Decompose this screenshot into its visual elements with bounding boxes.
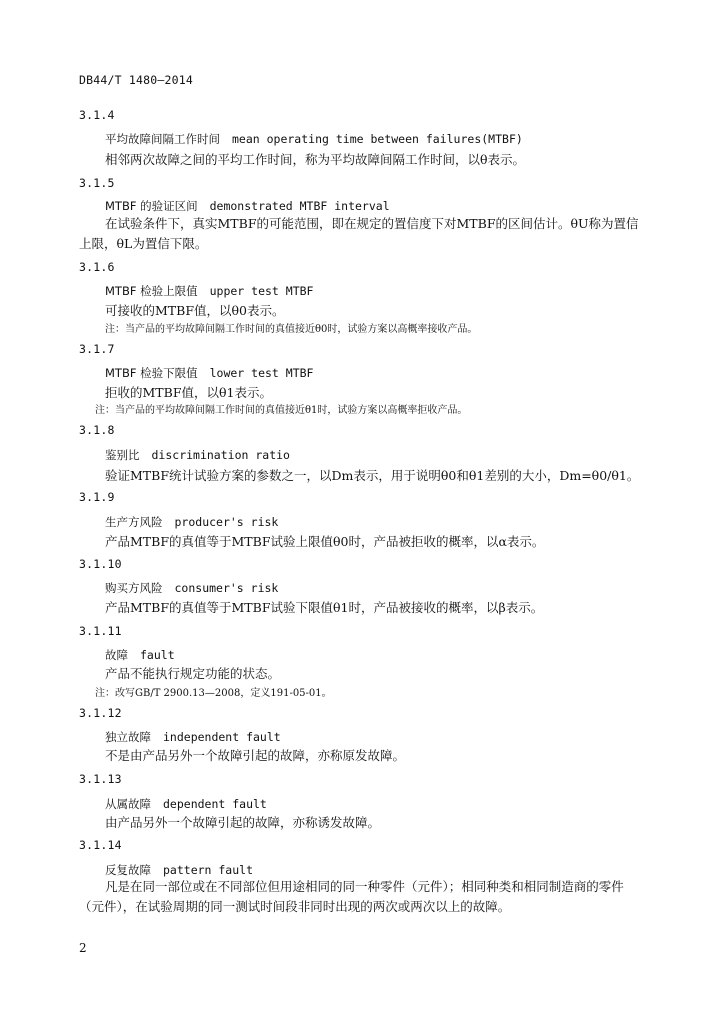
term-english: lower test MTBF bbox=[209, 366, 314, 380]
term-chinese: 平均故障间隔工作时间 bbox=[105, 132, 220, 146]
term-english: discrimination ratio bbox=[151, 448, 290, 462]
clause-number: 3.1.8 bbox=[79, 423, 115, 437]
clause-number: 3.1.11 bbox=[79, 624, 122, 638]
clause-number: 3.1.4 bbox=[79, 108, 115, 122]
term-note: 注：改写GB/T 2900.13—2008，定义191-05-01。 bbox=[95, 688, 332, 699]
term-chinese: MTBF 的验证区间 bbox=[105, 199, 198, 213]
term-english: demonstrated MTBF interval bbox=[209, 199, 390, 213]
term-english: dependent fault bbox=[163, 797, 267, 811]
term-heading bbox=[105, 580, 278, 596]
term-english: consumer's risk bbox=[174, 581, 279, 595]
term-chinese: MTBF 检验上限值 bbox=[105, 284, 198, 298]
term-english: producer's risk bbox=[174, 515, 279, 529]
term-chinese: MTBF 检验下限值 bbox=[105, 366, 198, 380]
term-heading bbox=[105, 862, 253, 878]
term-english: upper test MTBF bbox=[209, 284, 314, 298]
term-definition: 验证MTBF统计试验方案的参数之一，以Dm表示，用于说明θ0和θ1差别的大小，Dm=θ0/θ1。 bbox=[105, 468, 640, 483]
clause-number: 3.1.6 bbox=[79, 260, 115, 274]
term-heading bbox=[105, 365, 313, 381]
term-english: fault bbox=[140, 648, 175, 662]
clause-number: 3.1.13 bbox=[79, 772, 122, 786]
clause-number: 3.1.14 bbox=[79, 838, 122, 852]
term-definition: 由产品另外一个故障引起的故障，亦称诱发故障。 bbox=[105, 815, 381, 830]
term-definition: 产品MTBF的真值等于MTBF试验上限值θ0时，产品被拒收的概率，以α表示。 bbox=[105, 534, 545, 549]
term-definition: 在试验条件下，真实MTBF的可能范围，即在规定的置信度下对MTBF的区间估计。θU称为置信上限，θL为置信下限。 bbox=[79, 216, 639, 251]
clause-number: 3.1.12 bbox=[79, 706, 122, 720]
term-chinese: 故障 bbox=[105, 648, 128, 662]
term-definition: 凡是在同一部位或在不同部位但用途相同的同一种零件（元件）；相同种类和相同制造商的零件（元件），在试验周期的同一测试时间段非同时出现的两次或两次以上的故障。 bbox=[79, 879, 624, 914]
term-definition: 不是由产品另外一个故障引起的故障，亦称原发故障。 bbox=[105, 748, 406, 763]
clause-number: 3.1.10 bbox=[79, 557, 122, 571]
term-chinese: 鉴别比 bbox=[105, 448, 140, 462]
term-chinese: 独立故障 bbox=[105, 730, 151, 744]
term-definition: 相邻两次故障之间的平均工作时间，称为平均故障间隔工作时间，以θ表示。 bbox=[105, 152, 526, 167]
clause-number: 3.1.9 bbox=[79, 490, 115, 504]
term-heading bbox=[105, 283, 313, 299]
term-note: 注：当产品的平均故障间隔工作时间的真值接近θ1时，试验方案以高概率拒收产品。 bbox=[95, 405, 468, 416]
term-chinese: 生产方风险 bbox=[105, 515, 163, 529]
term-heading bbox=[105, 729, 281, 745]
clause-number: 3.1.5 bbox=[79, 176, 115, 190]
term-definition: 产品MTBF的真值等于MTBF试验下限值θ1时，产品被接收的概率，以β表示。 bbox=[105, 600, 544, 615]
term-heading bbox=[105, 514, 278, 530]
term-english: independent fault bbox=[163, 730, 281, 744]
term-heading bbox=[105, 796, 267, 812]
term-english: pattern fault bbox=[163, 863, 254, 877]
term-chinese: 购买方风险 bbox=[105, 581, 163, 595]
term-english: mean operating time between failures(MTBF) bbox=[232, 132, 523, 146]
term-definition: 可接收的MTBF值，以θ0表示。 bbox=[105, 303, 285, 318]
term-heading bbox=[105, 647, 175, 663]
term-heading bbox=[105, 447, 290, 463]
term-note: 注：当产品的平均故障间隔工作时间的真值接近θ0时，试验方案以高概率接收产品。 bbox=[105, 324, 478, 335]
page-number: 2 bbox=[79, 941, 87, 955]
term-definition: 拒收的MTBF值，以θ1表示。 bbox=[105, 385, 272, 400]
clause-number: 3.1.7 bbox=[79, 342, 115, 356]
term-heading bbox=[105, 198, 390, 214]
standard-code-header: DB44/T 1480—2014 bbox=[79, 73, 193, 87]
term-definition: 产品不能执行规定功能的状态。 bbox=[105, 666, 281, 681]
term-chinese: 反复故障 bbox=[105, 863, 151, 877]
term-heading bbox=[105, 131, 523, 147]
term-chinese: 从属故障 bbox=[105, 797, 151, 811]
